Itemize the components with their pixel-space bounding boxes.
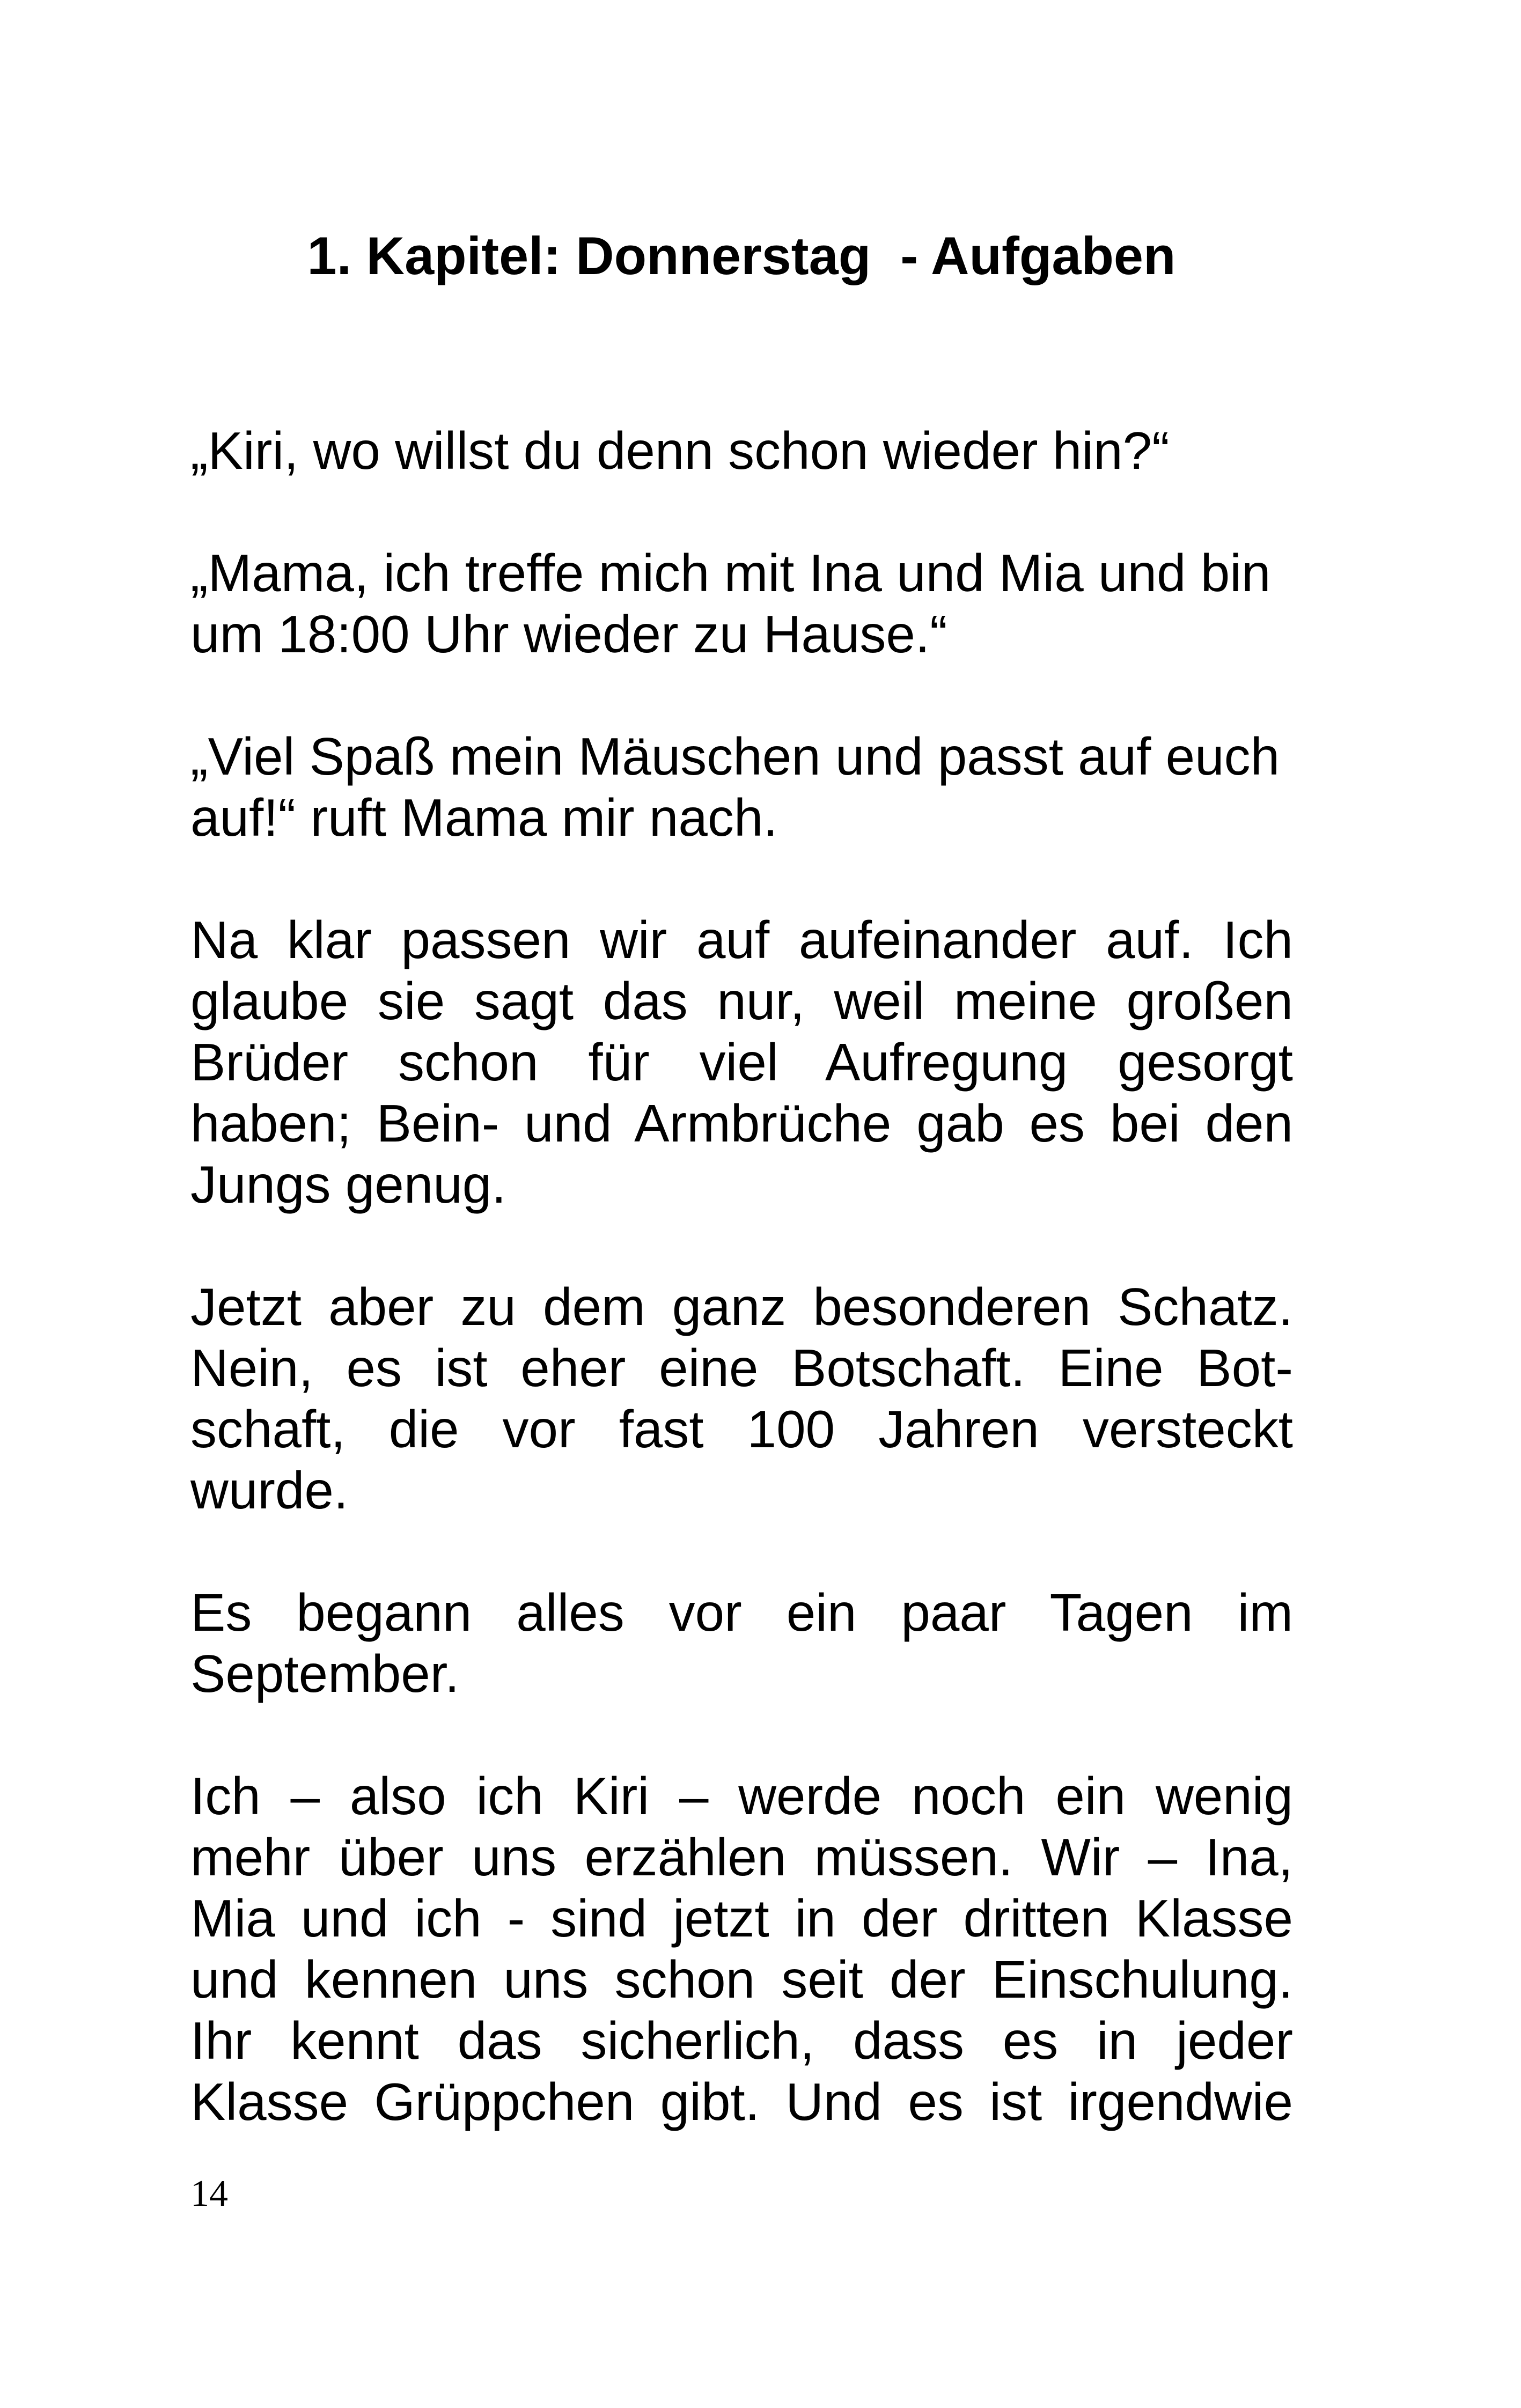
text-line: Nein, es ist eher eine Botschaft. Eine Bot- [190, 1338, 1293, 1397]
text-line: Mia und ich - sind jetzt in der dritten Klasse [190, 1889, 1293, 1948]
paragraph [190, 1276, 1293, 1521]
body-text [190, 420, 1293, 2193]
text-line: auf!“ ruft Mama mir nach. [190, 788, 778, 847]
text-line: Jetzt aber zu dem ganz besonderen Schatz. [190, 1277, 1293, 1336]
text-line: „Viel Spaß mein Mäuschen und passt auf euch [190, 727, 1280, 786]
text-line: und kennen uns schon seit der Einschulung. [190, 1950, 1293, 2009]
text-line: Ich – also ich Kiri – werde noch ein wenig [190, 1766, 1293, 1825]
paragraph [190, 909, 1293, 1215]
text-line: Brüder schon für viel Aufregung gesorgt [190, 1033, 1293, 1092]
text-line: schaft, die vor fast 100 Jahren versteckt [190, 1400, 1293, 1459]
paragraph [190, 1582, 1293, 1704]
page-number: 14 [190, 2173, 228, 2214]
text-line: Klasse Grüppchen gibt. Und es ist irgendwie [190, 2072, 1293, 2131]
text-line: September. [190, 1644, 460, 1703]
text-line: haben; Bein- und Armbrüche gab es bei den [190, 1094, 1293, 1153]
paragraph [190, 542, 1293, 665]
text-line: mehr über uns erzählen müssen. Wir – Ina, [190, 1828, 1293, 1887]
text-line: wurde. [190, 1461, 349, 1520]
text-line: glaube sie sagt das nur, weil meine großen [190, 971, 1293, 1030]
text-line: „Kiri, wo willst du denn schon wieder hin?“ [190, 421, 1170, 480]
paragraph [190, 1765, 1293, 2132]
paragraph [190, 420, 1293, 481]
text-line: Es begann alles vor ein paar Tagen im [190, 1583, 1293, 1642]
text-line: Ihr kennt das sicherlich, dass es in jeder [190, 2011, 1293, 2070]
text-line: um 18:00 Uhr wieder zu Hause.“ [190, 605, 947, 664]
text-line: Jungs genug. [190, 1155, 506, 1214]
text-line: Na klar passen wir auf aufeinander auf. Ich [190, 910, 1293, 969]
text-line: „Mama, ich treffe mich mit Ina und Mia und bin [190, 543, 1271, 602]
paragraph [190, 726, 1293, 848]
chapter-title: 1. Kapitel: Donnerstag - Aufgaben [307, 226, 1176, 285]
